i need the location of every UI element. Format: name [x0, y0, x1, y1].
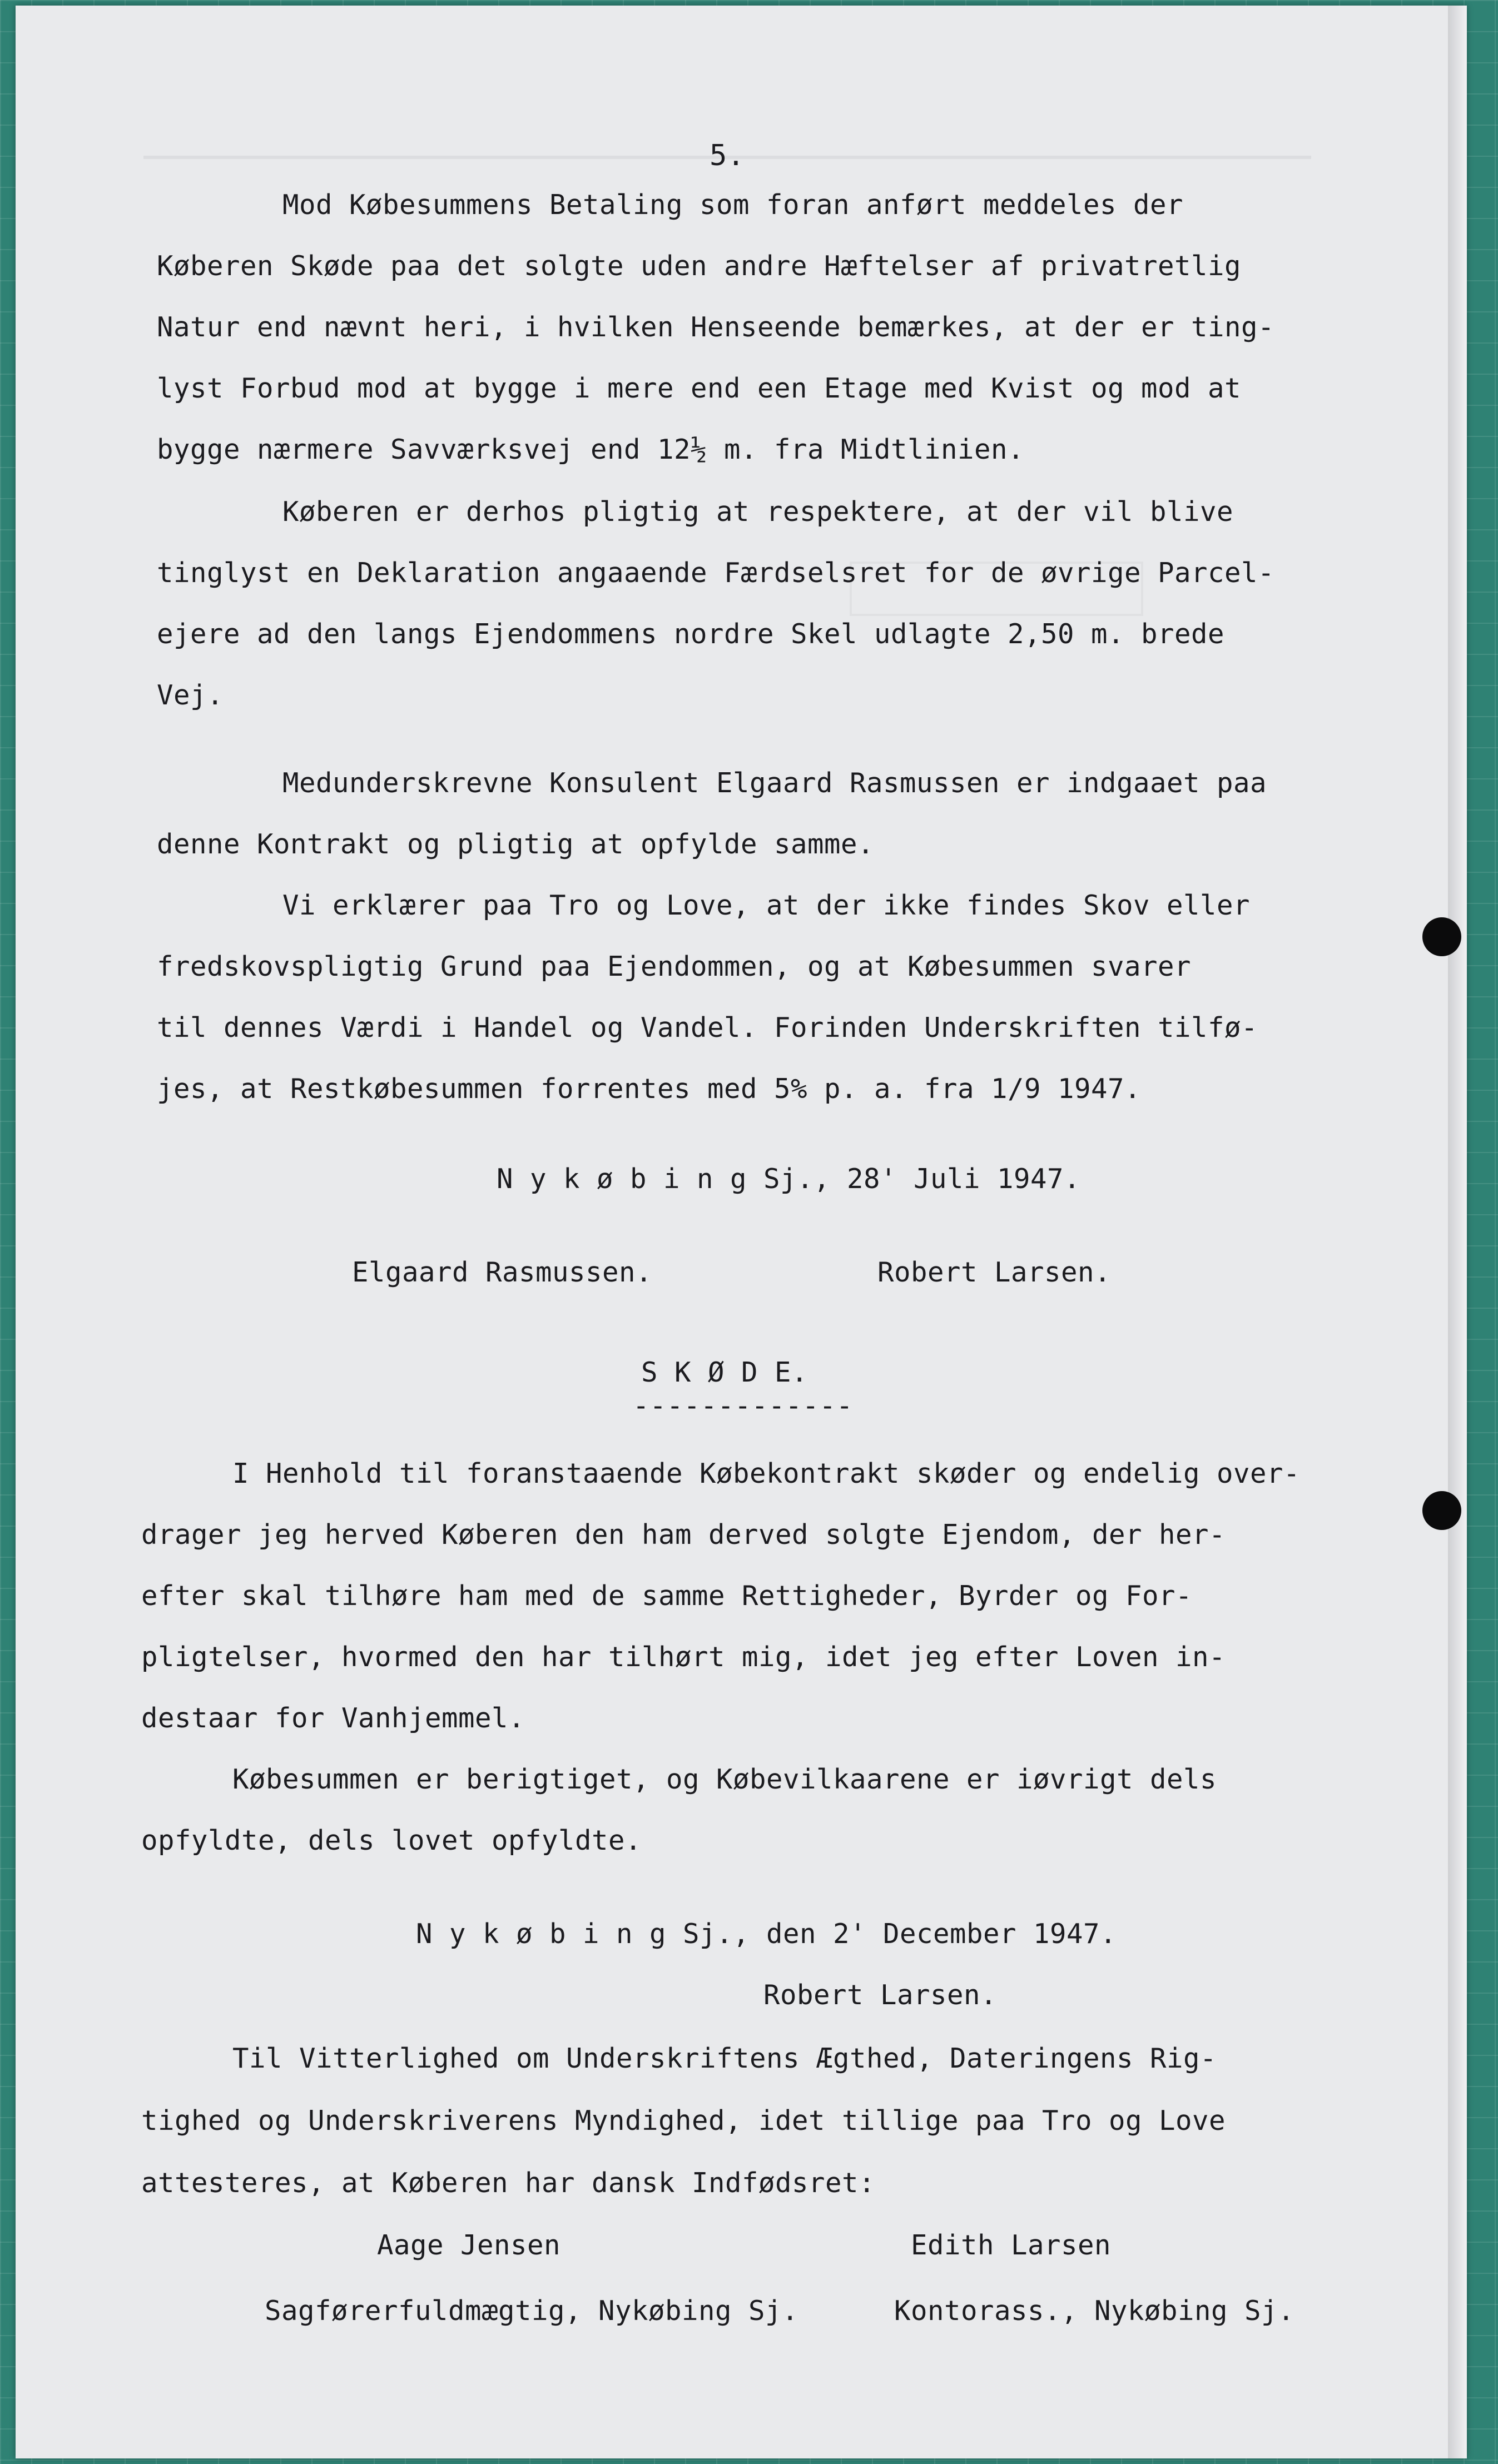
text-line-21: I Henhold til foranstaaende Købekontrakt skøder og endelig over- — [232, 1458, 1301, 1489]
section-heading-skoede: S K Ø D E. — [641, 1357, 808, 1388]
text-line-9: Vej. — [157, 679, 224, 711]
signature-elgaard-rasmussen: Elgaard Rasmussen. — [352, 1256, 653, 1288]
text-line-24: pligtelser, hvormed den har tilhørt mig, idet jeg efter Loven in- — [141, 1641, 1226, 1673]
witness-name-edith-larsen: Edith Larsen — [911, 2229, 1112, 2261]
signature-robert-larsen-1: Robert Larsen. — [877, 1256, 1112, 1288]
text-line-10: Medunderskrevne Konsulent Elgaard Rasmussen er indgaaet paa — [282, 767, 1267, 799]
signature-robert-larsen-2: Robert Larsen. — [763, 1979, 998, 2011]
text-line-27: opfyldte, dels lovet opfyldte. — [141, 1825, 642, 1856]
text-line-12: Vi erklærer paa Tro og Love, at der ikke findes Skov eller — [282, 890, 1251, 921]
text-line-4: lyst Forbud mod at bygge i mere end een Etage med Kvist og mod at — [157, 372, 1242, 404]
text-line-31: tighed og Underskriverens Myndighed, idet tillige paa Tro og Love — [141, 2105, 1226, 2137]
page-number: 5. — [710, 139, 745, 172]
text-line-5: bygge nærmere Savværksvej end 12½ m. fra Midtlinien. — [157, 434, 1025, 465]
witness-title-aage-jensen: Sagførerfuldmægtig, Nykøbing Sj. — [265, 2295, 799, 2327]
punch-hole-lower — [1422, 1491, 1461, 1530]
page-edge-shadow — [1448, 6, 1467, 2458]
text-line-23: efter skal tilhøre ham med de samme Rettigheder, Byrder og For- — [141, 1580, 1193, 1612]
deed-date-line: N y k ø b i n g Sj., den 2' December 1947. — [416, 1918, 1117, 1950]
text-line-26: Købesummen er berigtiget, og Købevilkaarene er iøvrigt dels — [232, 1763, 1217, 1795]
text-line-25: destaar for Vanhjemmel. — [141, 1702, 525, 1734]
text-line-32: attesteres, at Køberen har dansk Indfødsret: — [141, 2167, 876, 2199]
text-line-22: drager jeg herved Køberen den ham derved solgte Ejendom, der her- — [141, 1519, 1226, 1551]
text-line-30: Til Vitterlighed om Underskriftens Ægthed, Dateringens Rig- — [232, 2043, 1217, 2074]
text-line-3: Natur end nævnt heri, i hvilken Henseende bemærkes, at der er ting- — [157, 311, 1275, 343]
witness-title-edith-larsen: Kontorass., Nykøbing Sj. — [894, 2295, 1295, 2327]
contract-date-line: N y k ø b i n g Sj., 28' Juli 1947. — [497, 1163, 1081, 1195]
document-page — [16, 6, 1467, 2458]
punch-hole-upper — [1422, 917, 1461, 956]
section-heading-underline: ------------- — [633, 1390, 854, 1422]
text-line-1: Mod Købesummens Betaling som foran anført meddeles der — [282, 189, 1184, 221]
text-line-7: tinglyst en Deklaration angaaende Færdselsret for de øvrige Parcel- — [157, 557, 1275, 589]
text-line-15: jes, at Restkøbesummen forrentes med 5% p. a. fra 1/9 1947. — [157, 1073, 1142, 1105]
text-line-11: denne Kontrakt og pligtig at opfylde samme. — [157, 828, 875, 860]
witness-name-aage-jensen: Aage Jensen — [377, 2229, 561, 2261]
text-line-2: Køberen Skøde paa det solgte uden andre Hæftelser af privatretlig — [157, 250, 1242, 282]
text-line-13: fredskovspligtig Grund paa Ejendommen, og at Købesummen svarer — [157, 951, 1192, 982]
text-line-14: til dennes Værdi i Handel og Vandel. Forinden Underskriften tilfø- — [157, 1012, 1258, 1044]
text-line-6: Køberen er derhos pligtig at respektere, at der vil blive — [282, 496, 1234, 528]
text-line-8: ejere ad den langs Ejendommens nordre Skel udlagte 2,50 m. brede — [157, 618, 1225, 650]
